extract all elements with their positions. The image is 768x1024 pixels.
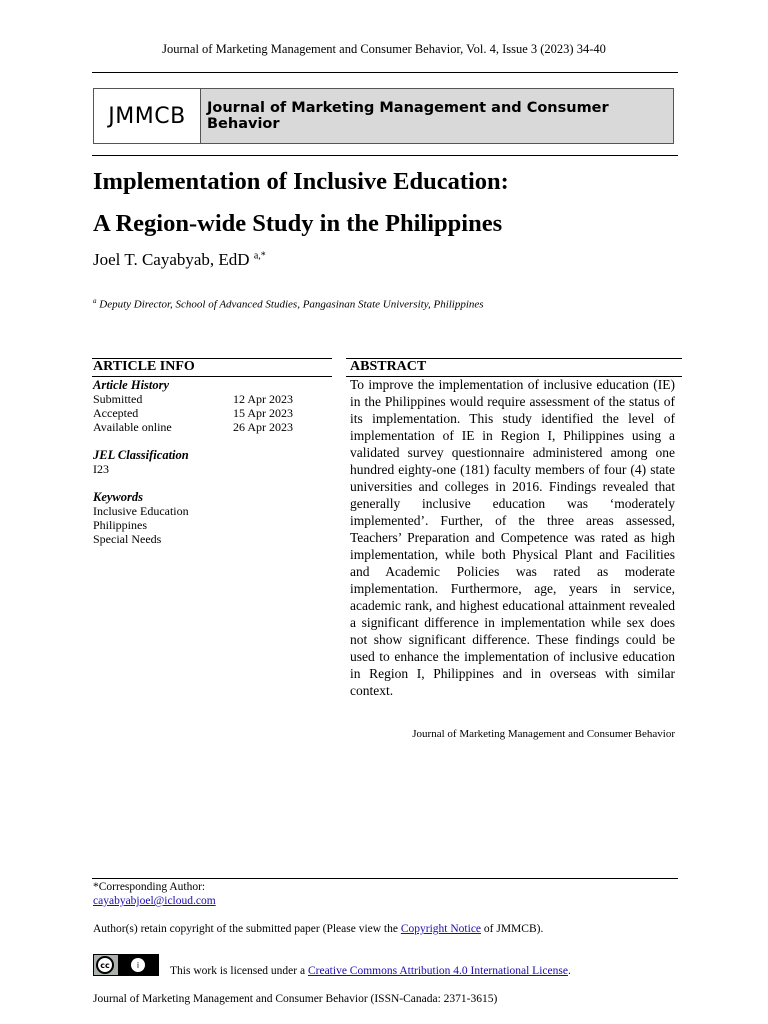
abstract-journal-note: Journal of Marketing Management and Consumer Behavior [412,728,675,740]
header-rule [92,72,678,73]
banner-rule [92,155,678,156]
license-link[interactable]: Creative Commons Attribution 4.0 International License [307,965,568,977]
page-footer: Journal of Marketing Management and Consumer Behavior (ISSN-Canada: 2371-3615) [93,993,498,1005]
history-row [93,392,333,406]
abstract-text: To improve the implementation of inclusive education (IE) in the Philippines would require assessment of the status of its implementation. This study identified the level of implementation of IE in Region I, Philippines using a validated survey questionnaire administered among one hundred eighty-one (181) faculty members of four (4) state universities and colleges in 2016. Findings revealed that generally inclusive education was ‘moderately implemented’. Further, of the three areas assessed, Teachers’ Preparation and Competence was rated as high implementation, while both Physical Plant and Facilities and Academic Policies was rated as moderate implementation. Furthermore, age, years in service, academic rank, and highest educational attainment revealed a significant difference in implementation while sex does not show significant difference. These findings could be used to enhance the implementation of inclusive education in Region I, Philippines and in overseas with similar context. [350,377,675,698]
article-info-rule-bottom [92,376,332,377]
corresponding-author [93,880,216,908]
license-statement [170,965,571,977]
copyright-notice [93,923,543,935]
footnote-rule [92,878,678,879]
affiliation-text: Deputy Director, School of Advanced Studies, Pangasinan State University, Philippines [99,298,484,311]
article-info [93,378,333,546]
author-name: Joel T. Cayabyab, EdD [93,250,250,269]
copyright-notice-link[interactable]: Copyright Notice [400,923,482,935]
license-text-after: . [567,965,571,977]
history-label: Submitted [93,392,143,406]
corresponding-label: *Corresponding Author: [93,881,206,893]
keyword: Special Needs [93,532,162,546]
attribution-icon: i [131,958,145,972]
history-date: 15 Apr 2023 [233,406,293,420]
history-label: Available online [93,420,172,434]
cc-icon: cc [96,956,114,974]
author-marks: a,* [253,250,266,262]
history-date: 12 Apr 2023 [233,392,293,406]
keywords-heading: Keywords [93,490,143,504]
keyword: Philippines [93,518,148,532]
jel-code: I23 [93,462,109,476]
journal-banner [93,88,674,144]
article-history-heading: Article History [93,378,170,392]
keyword: Inclusive Education [93,504,189,518]
copyright-text-after: of JMMCB). [481,923,544,935]
history-row [93,420,333,434]
abstract-heading: ABSTRACT [350,359,427,374]
affiliation-mark: a [93,297,97,305]
history-row [93,406,333,420]
jel-heading: JEL Classification [93,448,189,462]
paper-title-line2: A Region-wide Study in the Philippines [93,210,503,237]
affiliation [93,297,484,311]
author [93,250,266,270]
cc-by-badge[interactable] [93,954,159,976]
history-label: Accepted [93,406,139,420]
author-email-link[interactable]: cayabyabjoel@icloud.com [93,895,216,907]
copyright-text-before: Author(s) retain copyright of the submitted paper (Please view the [93,923,401,935]
license-text-before: This work is licensed under a [170,965,308,977]
paper-title-line1: Implementation of Inclusive Education: [93,168,509,195]
journal-abbr: JMMCB [94,89,201,143]
running-header: Journal of Marketing Management and Consumer Behavior, Vol. 4, Issue 3 (2023) 34-40 [162,42,606,56]
history-date: 26 Apr 2023 [233,420,293,434]
by-section [118,955,158,975]
journal-name: Journal of Marketing Management and Consumer Behavior [201,89,673,143]
article-info-heading: ARTICLE INFO [93,359,195,374]
